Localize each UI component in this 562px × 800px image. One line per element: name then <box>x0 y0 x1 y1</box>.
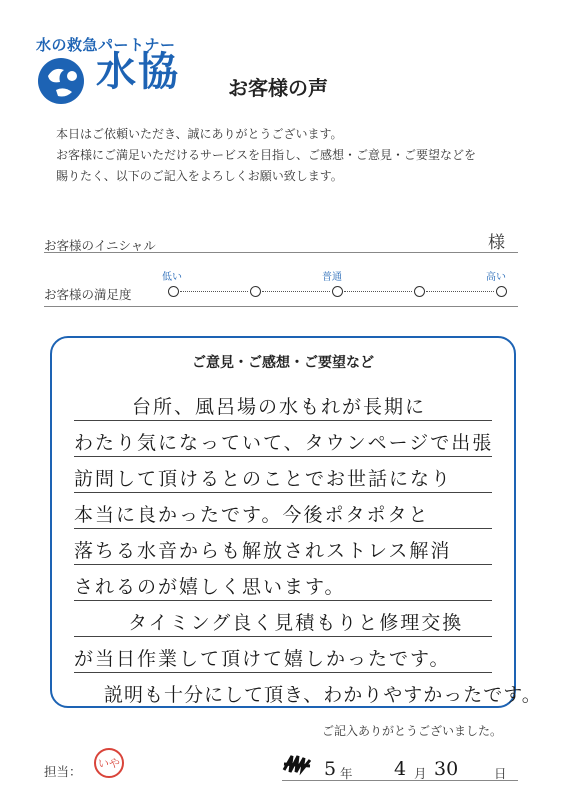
comments-box[interactable] <box>50 336 542 708</box>
comment-line: 落ちる水音からも解放されストレス解消 <box>74 540 452 562</box>
initials-label: お客様のイニシャル <box>44 238 156 253</box>
water-drop-logo-icon <box>36 56 86 106</box>
date-year-value: 5 <box>324 758 337 780</box>
ruled-line <box>74 456 492 457</box>
initials-input-line[interactable] <box>44 252 518 253</box>
ruled-line <box>74 600 492 601</box>
scale-connector <box>262 291 330 292</box>
comment-line: が当日作業して頂けて嬉しかったです。 <box>74 648 451 670</box>
date-month-label: 月 <box>414 766 427 781</box>
date-month-value: 4 <box>394 758 407 780</box>
date-underline <box>282 780 518 781</box>
comment-line: 訪問して頂けるとのことでお世話になり <box>74 468 453 490</box>
honorific-suffix: 様 <box>488 233 505 253</box>
date-year-label: 年 <box>340 766 353 781</box>
scale-high-label: 高い <box>486 272 506 283</box>
thanks-text: ご記入ありがとうございました。 <box>321 724 502 738</box>
comment-line: わたり気になっていて、タウンページで出張 <box>74 432 494 454</box>
comment-line: 説明も十分にして頂き、わかりやすかったです。 <box>104 684 542 706</box>
date-day-label: 日 <box>494 766 507 781</box>
comment-line: 本当に良かったです。今後ポタポタと <box>74 504 430 526</box>
satisfaction-label: お客様の満足度 <box>44 287 132 302</box>
seal-text: いや <box>98 756 120 770</box>
scale-connector <box>344 291 412 292</box>
comments-title: ご意見・ご感想・ご要望など <box>192 355 374 371</box>
ruled-line <box>74 636 492 637</box>
satisfaction-radio-4[interactable] <box>414 286 425 297</box>
intro-line: お客様にご満足いただけるサービスを目指し、ご感想・ご意見・ご要望などを <box>56 148 477 162</box>
satisfaction-radio-1[interactable] <box>168 286 179 297</box>
intro-line: 本日はご依頼いただき、誠にありがとうございます。 <box>56 127 343 141</box>
intro-text <box>56 124 526 187</box>
satisfaction-radio-3[interactable] <box>332 286 343 297</box>
scale-mid-label: 普通 <box>322 272 342 283</box>
ruled-line <box>74 492 492 493</box>
comment-line: されるのが嬉しく思います。 <box>74 576 346 598</box>
ruled-line <box>74 672 492 673</box>
date-day-value: 30 <box>434 758 459 780</box>
scribbled-era-mark <box>282 752 312 776</box>
brand-tagline: 水の救急パートナー <box>36 36 176 54</box>
satisfaction-radio-5[interactable] <box>496 286 507 297</box>
brand-logo-text: 水協 <box>96 49 180 95</box>
satisfaction-radio-2[interactable] <box>250 286 261 297</box>
ruled-line <box>74 420 492 421</box>
intro-line: 賜りたく、以下のご記入をよろしくお願い致します。 <box>56 169 343 183</box>
form-title: お客様の声 <box>228 76 328 100</box>
staff-label: 担当： <box>44 764 82 779</box>
comment-line: タイミング良く見積もりと修理交換 <box>128 612 464 634</box>
scale-connector <box>180 291 248 292</box>
staff-seal-stamp <box>94 748 124 778</box>
scale-connector <box>426 291 494 292</box>
ruled-line <box>74 564 492 565</box>
scale-low-label: 低い <box>162 272 182 283</box>
ruled-line <box>74 528 492 529</box>
comment-line: 台所、風呂場の水もれが長期に <box>132 396 427 418</box>
divider <box>44 306 518 307</box>
